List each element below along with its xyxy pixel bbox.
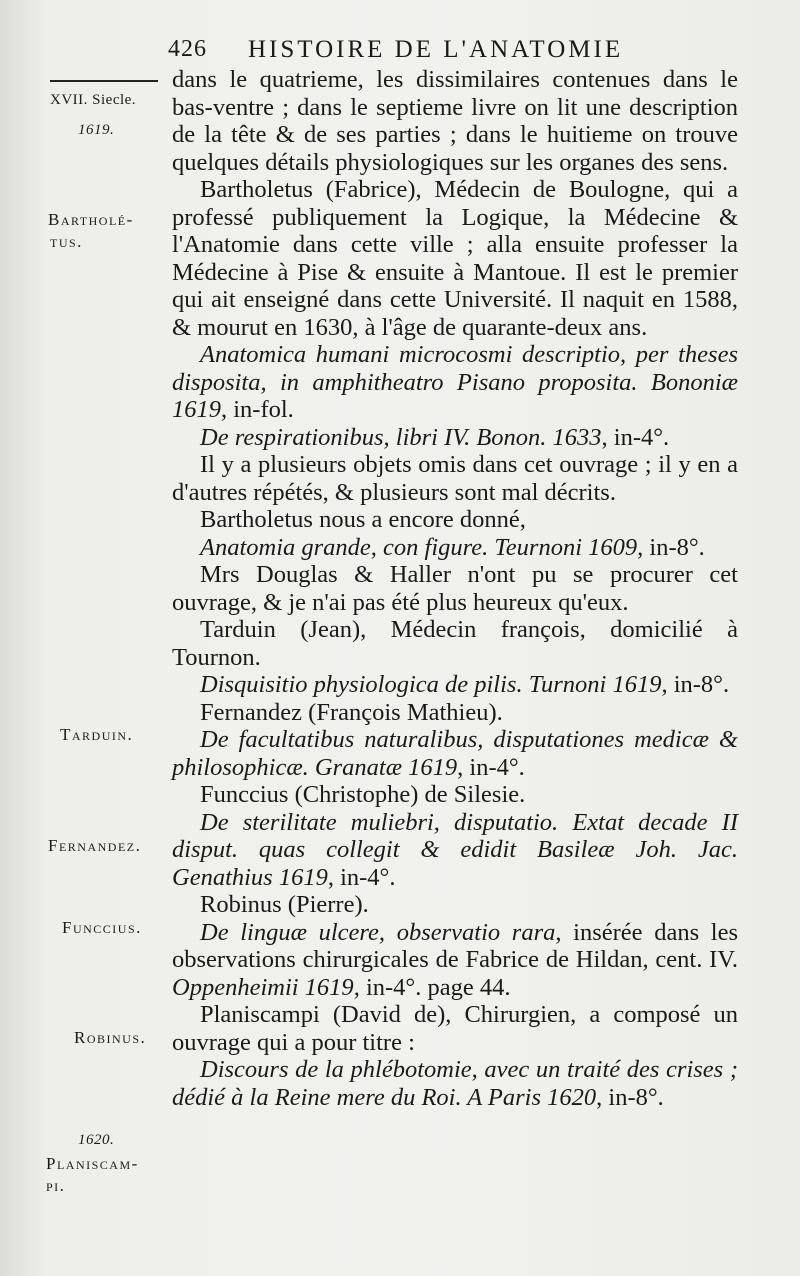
citation	[172, 534, 738, 562]
citation-format: , in-4°.	[601, 423, 670, 451]
citation-format: , in-fol.	[221, 396, 294, 423]
citation-format: , in-8°.	[596, 1083, 664, 1111]
margin-fernandez: Fernandez.	[48, 836, 142, 855]
margin-bartholetus-1: Bartholé-	[48, 210, 134, 229]
citation-title: De facultatibus naturalibus, disputationes medicæ & philosophicæ. Granatæ 1619	[172, 726, 738, 781]
citation-title: Disquisitio physiologica de pilis. Turnoni 1619	[200, 671, 662, 698]
margin-year-1620: 1620.	[78, 1132, 115, 1148]
citation-format: , in-4°.	[327, 863, 396, 891]
citation-title: Discours de la phlébotomie, avec un traité des crises ; dédié à la Reine mere du Roi. A Paris 1620	[172, 1056, 738, 1111]
citation-title: De linguæ ulcere, observatio rara	[200, 918, 556, 946]
citation	[172, 919, 738, 1002]
margin-funccius: Funccius.	[62, 918, 142, 937]
citation-format: , in-8°.	[637, 533, 705, 561]
citation	[172, 1056, 738, 1111]
paragraph-tarduin: Tarduin (Jean), Médecin françois, domicilié à Tournon.	[172, 616, 738, 671]
citation-format: , in-4°.	[457, 753, 525, 781]
citation-format: , insérée dans les observations chirurgicales de Fabrice de Hildan, cent. IV.	[172, 918, 738, 973]
paragraph: dans le quatrieme, les dissimilaires contenues dans le bas-ventre ; dans le septieme livre on lit une description de la tête & de ses parties ; dans le huitieme on trouve quelques détails physiologiques sur les organes des sens.	[172, 66, 738, 176]
paragraph: Bartholetus nous a encore donné,	[200, 506, 526, 533]
margin-tarduin: Tarduin.	[60, 725, 134, 744]
margin-rule	[50, 80, 158, 82]
paragraph-robinus: Robinus (Pierre).	[200, 891, 369, 918]
citation	[172, 809, 738, 892]
body-text	[172, 66, 738, 1111]
citation	[172, 341, 738, 424]
page-header	[168, 36, 758, 66]
margin-robinus: Robinus.	[74, 1028, 147, 1047]
paragraph: Mrs Douglas & Haller n'ont pu se procurer cet ouvrage, & je n'ai pas été plus heureux qu'eux.	[172, 561, 738, 616]
margin-year-1619: 1619.	[78, 122, 115, 138]
paragraph-fernandez: Fernandez (François Mathieu).	[200, 698, 503, 726]
page-number: 426	[168, 36, 207, 62]
paragraph: Il y a plusieurs objets omis dans cet ouvrage ; il y en a d'autres répétés, & plusieurs sont mal décrits.	[172, 451, 738, 506]
margin-bartholetus-2: tus.	[50, 232, 83, 251]
paragraph-planiscampi: Planiscampi (David de), Chirurgien, a composé un ouvrage qui a pour titre :	[172, 1001, 738, 1056]
citation-title: Anatomia grande, con figure. Teurnoni 1609	[200, 533, 638, 561]
citation	[172, 424, 738, 452]
citation-title: De sterilitate muliebri, disputatio. Extat decade II disput. quas collegit & edidit Basileæ Joh. Jac. Genathius 1619	[172, 808, 738, 891]
paragraph-bartholetus: Bartholetus (Fabrice), Médecin de Boulogne, qui a professé publiquement la Logique, la Médecine & l'Anatomie dans cette ville ; alla ensuite professer la Médecine à Pise & ensuite à Mantoue. Il est le premier qui ait enseigné dans cette Université. Il naquit en 1588, & mourut en 1630, à l'âge de quarante-deux ans.	[172, 176, 738, 341]
paragraph-funccius: Funccius (Christophe) de Silesie.	[200, 781, 526, 808]
margin-century: XVII. Siecle.	[50, 92, 137, 108]
margin-planiscampi-2: pi.	[46, 1176, 66, 1195]
citation	[172, 671, 738, 699]
citation-title: Oppenheimii 1619	[172, 973, 354, 1001]
citation-title: Anatomica humani microcosmi descriptio, per theses disposita, in amphitheatro Pisano proposita. Bononiæ 1619	[172, 341, 738, 423]
citation	[172, 726, 738, 781]
citation-format: , in-4°. page 44.	[353, 973, 511, 1001]
citation-format: , in-8°.	[661, 671, 730, 698]
running-title: HISTOIRE DE L'ANATOMIE	[248, 36, 624, 63]
margin-planiscampi-1: Planiscam-	[46, 1154, 139, 1173]
citation-title: De respirationibus, libri IV. Bonon. 1633	[200, 423, 602, 451]
